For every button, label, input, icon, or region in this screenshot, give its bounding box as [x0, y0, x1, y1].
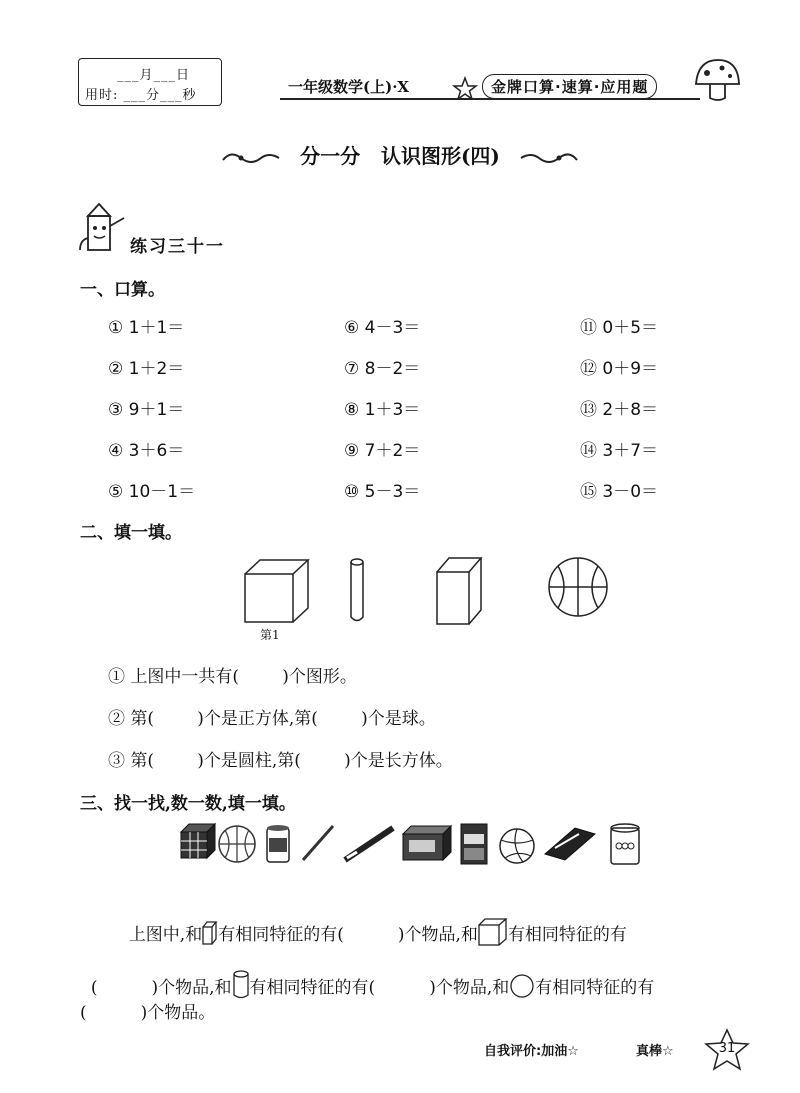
- shapes-figure: [230, 552, 630, 642]
- math-problem: ⑩ 5－3＝: [344, 482, 421, 502]
- pencil-mascot-icon: [76, 202, 132, 258]
- cuboid-mini-icon: [202, 921, 218, 945]
- part3-line1: [118, 898, 627, 946]
- math-problem: ③ 9＋1＝: [108, 400, 185, 420]
- math-problem: ① 1＋1＝: [108, 318, 185, 338]
- volleyball-icon: [500, 829, 534, 863]
- time-line: 用时: ___分___秒: [85, 88, 197, 103]
- cylinder-shape: [351, 559, 363, 621]
- part2-question-3: ③ 第( )个是圆柱,第( )个是长方体。: [108, 751, 453, 771]
- math-problem: ⑬ 2＋8＝: [580, 400, 659, 420]
- series-title: 金牌口算·速算·应用题: [482, 74, 657, 99]
- page-number: 31: [718, 1041, 736, 1056]
- basketball-icon: [219, 826, 255, 862]
- part3-heading: 三、找一找,数一数,填一填。: [80, 794, 296, 814]
- great-rating: 真棒☆: [636, 1044, 674, 1059]
- math-problem: ⑪ 0＋5＝: [580, 318, 659, 338]
- date-time-box: [78, 58, 222, 106]
- math-problem: ⑭ 3＋7＝: [580, 441, 659, 461]
- self-evaluation: 自我评价:加油☆: [484, 1044, 579, 1059]
- math-problem: ⑧ 1＋3＝: [344, 400, 421, 420]
- left-ornament-icon: [221, 148, 281, 168]
- part3-line2-a: ( )个物品,和: [90, 978, 232, 998]
- header-rule: [280, 98, 700, 100]
- book-title: 一年级数学(上)·X: [288, 78, 410, 96]
- star-icon: [452, 76, 478, 100]
- box-icon: [403, 826, 451, 860]
- cylinder-mini-icon: [232, 970, 250, 1000]
- cube-object-icon: [181, 824, 215, 858]
- pencil-case-icon: [545, 828, 595, 860]
- exercise-label: 练习三十一: [130, 237, 225, 257]
- part2-question-2: ② 第( )个是正方体,第( )个是球。: [108, 709, 436, 729]
- part3-line2-c: 有相同特征的有: [535, 978, 655, 998]
- part3-line1-a: 上图中,和: [128, 925, 203, 945]
- objects-row: [175, 820, 665, 868]
- date-line: ___月___日: [117, 68, 191, 83]
- math-problem: ④ 3＋6＝: [108, 441, 185, 461]
- part2-heading: 二、填一填。: [80, 523, 182, 543]
- cube-mini-icon: [478, 918, 508, 946]
- part3-line3: ( )个物品。: [80, 1003, 216, 1023]
- math-problem: ⑥ 4－3＝: [344, 318, 421, 338]
- math-problem: ⑮ 3－0＝: [580, 482, 659, 502]
- marker-icon: [345, 828, 393, 860]
- math-problem: ⑫ 0＋9＝: [580, 359, 659, 379]
- figure-label: 第1: [260, 628, 280, 642]
- tin-can-icon: [611, 824, 639, 864]
- sphere-mini-icon: [509, 973, 535, 999]
- part3-line1-c: 有相同特征的有: [507, 925, 627, 945]
- crayon-box-icon: [461, 824, 487, 864]
- right-ornament-icon: [519, 148, 579, 168]
- can-icon: [267, 825, 289, 862]
- math-problem: ② 1＋2＝: [108, 359, 185, 379]
- part3-line2: [80, 950, 654, 1000]
- math-problem: ⑤ 10－1＝: [108, 482, 196, 502]
- part3-line2-b: 有相同特征的有( )个物品,和: [249, 978, 510, 998]
- part1-heading: 一、口算。: [80, 280, 165, 300]
- mushroom-icon: [692, 56, 742, 102]
- page-title: 分一分 认识图形(四): [300, 144, 500, 168]
- math-problem: ⑨ 7＋2＝: [344, 441, 421, 461]
- straw-icon: [303, 826, 333, 860]
- cube-shape: [245, 560, 308, 622]
- ball-shape: [549, 558, 607, 616]
- cuboid-shape: [437, 558, 481, 624]
- part3-line1-b: 有相同特征的有( )个物品,和: [218, 925, 478, 945]
- section-title-row: [0, 140, 800, 169]
- part2-question-1: ① 上图中一共有( )个图形。: [108, 667, 357, 687]
- math-problem: ⑦ 8－2＝: [344, 359, 421, 379]
